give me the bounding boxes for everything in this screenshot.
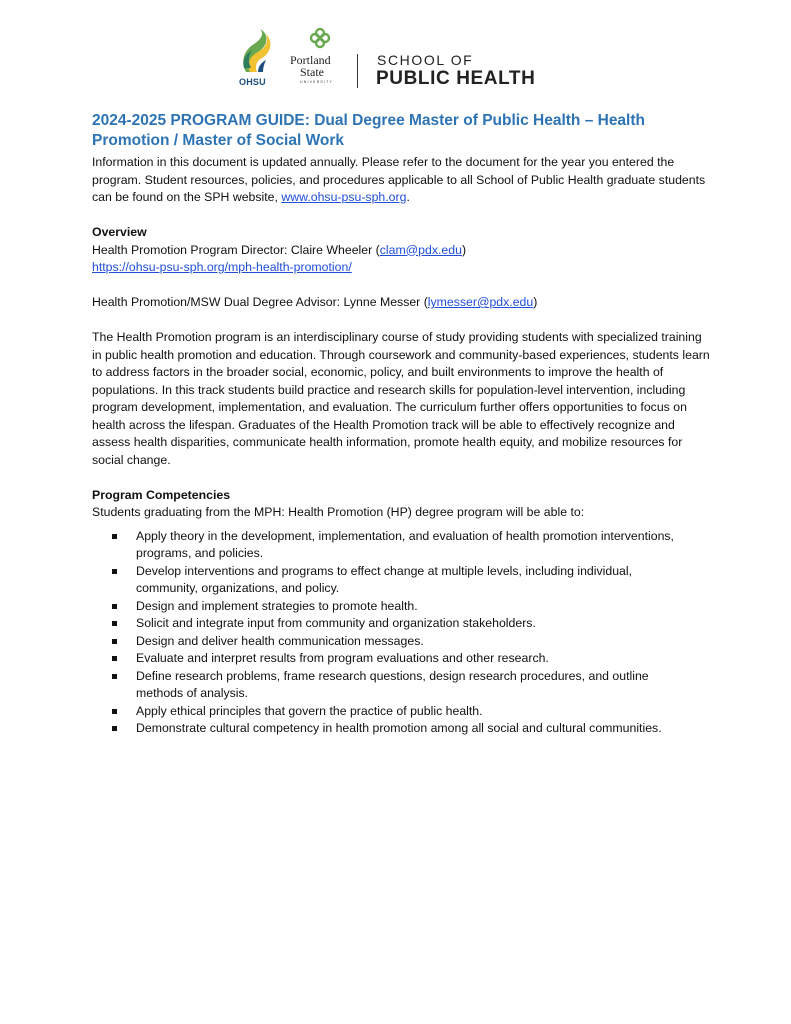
list-item: Develop interventions and programs to effect change at multiple levels, including individual, community, organizations, and policy. (136, 563, 712, 598)
document-title: 2024-2025 PROGRAM GUIDE: Dual Degree Master of Public Health – Health Promotion / Master of Social Work (92, 112, 645, 149)
intro-end: . (406, 190, 410, 204)
list-item: Define research problems, frame research questions, design research procedures, and outline methods of analysis. (136, 668, 712, 703)
advisor-close: ) (533, 295, 538, 309)
list-item: Demonstrate cultural competency in health promotion among all social and cultural communities. (136, 720, 712, 738)
director-line (92, 242, 712, 260)
advisor-line (92, 294, 712, 312)
program-url-link[interactable]: https://ohsu-psu-sph.org/mph-health-promotion/ (92, 260, 352, 274)
director-text: Health Promotion Program Director: Claire Wheeler ( (92, 242, 380, 257)
sph-title-line1: SCHOOL OF (377, 52, 474, 68)
document-body (92, 111, 712, 738)
list-item: Solicit and integrate input from community and organization stakeholders. (136, 615, 712, 633)
list-item: Evaluate and interpret results from program evaluations and other research. (136, 650, 712, 668)
ohsu-logo-text: OHSU (239, 77, 266, 87)
intro-text: Information in this document is updated annually. Please refer to the document for the year you entered the program. Student resources, policies, and procedures applicable to all School of Public Health graduate students can be found on the SPH website, (92, 155, 706, 204)
psu-name (290, 54, 331, 78)
advisor-text: Health Promotion/MSW Dual Degree Advisor: Lynne Messer ( (92, 295, 428, 309)
sph-title-line2: PUBLIC HEALTH (376, 68, 536, 89)
psu-name-line2: State (300, 65, 324, 79)
competencies-intro: Students graduating from the MPH: Health Promotion (HP) degree program will be able to: (92, 505, 585, 519)
list-item: Apply ethical principles that govern the practice of public health. (136, 703, 712, 721)
intro-paragraph (92, 154, 712, 207)
competencies-heading: Program Competencies (92, 487, 231, 502)
competencies-list (92, 528, 712, 738)
list-item: Design and deliver health communication messages. (136, 633, 712, 651)
director-close: ) (461, 242, 467, 257)
program-url-line (92, 259, 712, 277)
director-email-link[interactable]: clam@pdx.edu (379, 242, 462, 257)
header-logos (236, 28, 566, 92)
advisor-email-link[interactable]: lymesser@pdx.edu (427, 295, 534, 309)
list-item: Design and implement strategies to promote health. (136, 598, 712, 616)
list-item: Apply theory in the development, implementation, and evaluation of health promotion interventions, programs, and policies. (136, 528, 712, 563)
sph-website-link[interactable]: www.ohsu-psu-sph.org (281, 190, 407, 204)
program-description: The Health Promotion program is an interdisciplinary course of study providing students with specialized training in public health promotion and education. Through coursework and community-based experiences, students learn to address factors in the broader social, economic, policy, and built environments to improve the health of populations. In this track students build practice and research skills for population-level intervention, including program development, implementation, and evaluation. The curriculum further offers opportunities to focus on health across the lifespan. Graduates of the Health Promotion track will be able to effectively recognize and assess health disparities, communicate health information, promote health equity, and mobilize resources for social change. (92, 330, 710, 467)
psu-name-line1: Portland (290, 53, 331, 67)
logo-divider (357, 54, 358, 88)
overview-heading: Overview (92, 225, 147, 239)
psu-university-text: UNIVERSITY (300, 80, 334, 84)
